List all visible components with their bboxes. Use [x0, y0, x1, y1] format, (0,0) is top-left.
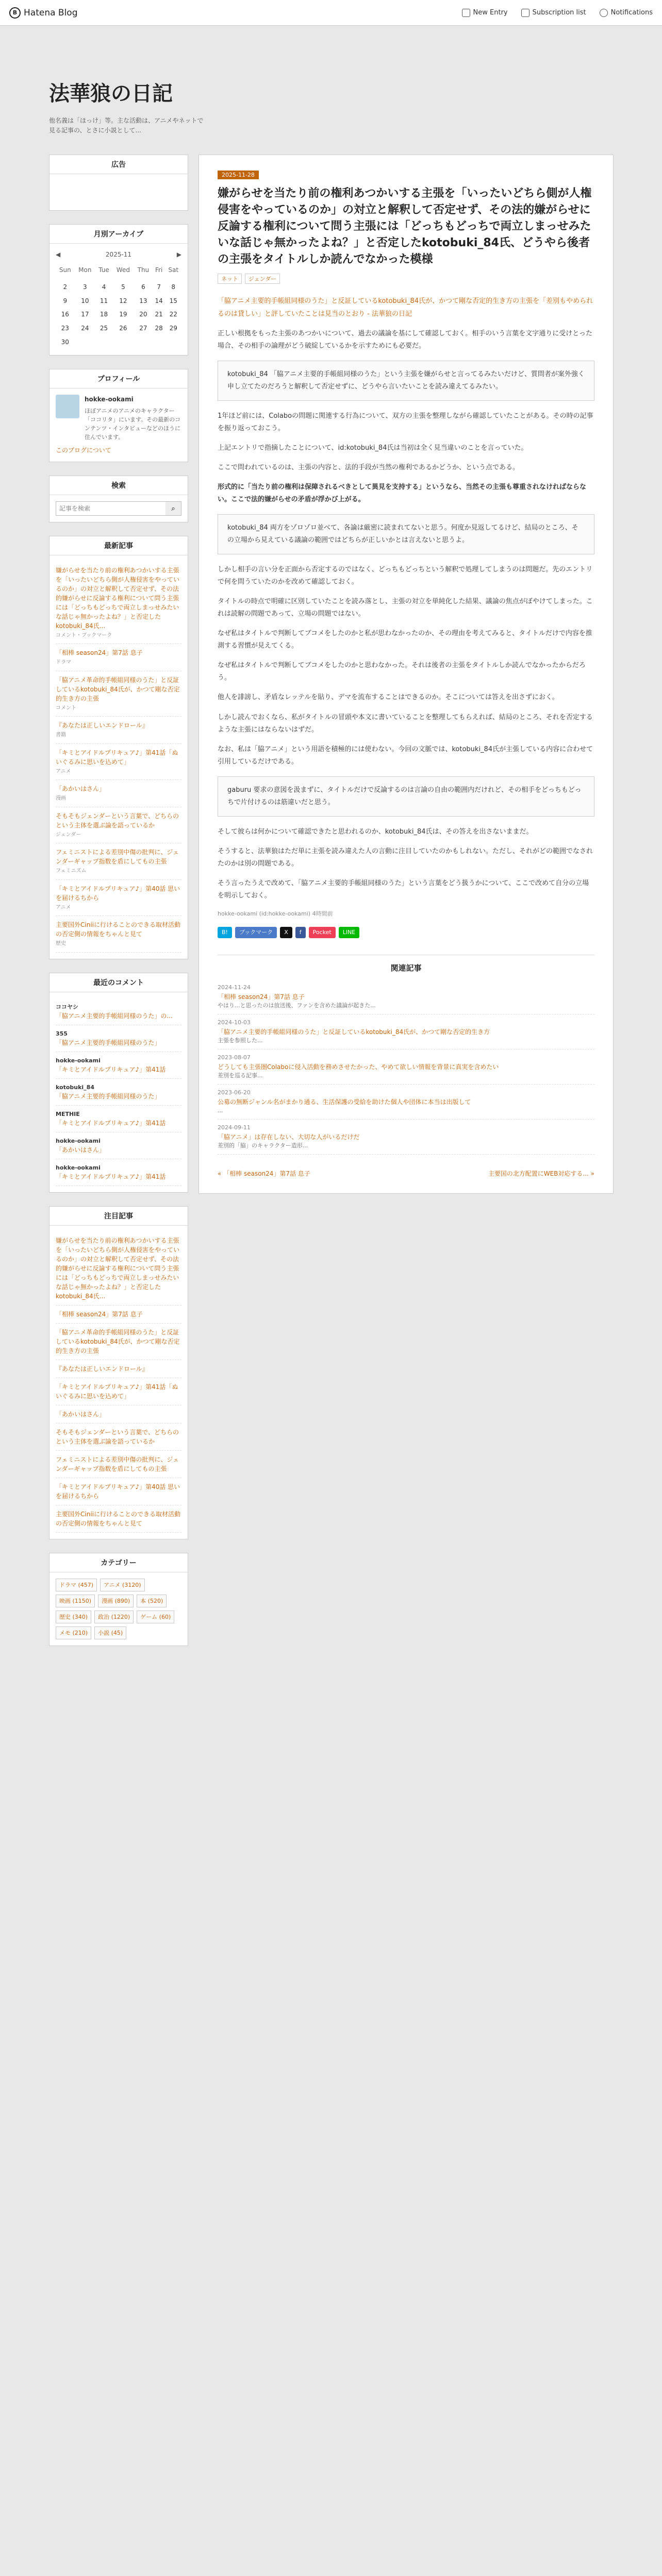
calendar-day-header: Fri [155, 266, 163, 274]
comment-entry-link[interactable]: 「キミとアイドルプリキュア♪」第41話 [56, 1173, 166, 1180]
recent-entry-link[interactable]: 「あかいはさん」 [56, 785, 106, 793]
category-link[interactable]: 漫画 (890) [98, 1595, 134, 1607]
hatena-logo-icon: B [9, 7, 21, 19]
calendar-day[interactable]: 8 [171, 283, 176, 291]
popular-title: 注目記事 [49, 1207, 188, 1226]
calendar-day-header: Wed [116, 266, 130, 274]
calendar-day-header: Thu [137, 266, 150, 274]
comment-user[interactable]: ココヤシ [56, 1003, 78, 1010]
list-item [56, 916, 181, 953]
calendar-day[interactable]: 3 [83, 283, 87, 291]
comment-user[interactable]: kotobuki_84 [56, 1083, 94, 1091]
notifications-label: Notifications [610, 9, 653, 16]
related-item [218, 1120, 594, 1155]
comment-entry-link[interactable]: 「脇アニメ主要的手帳組同様のうた」 [56, 1039, 161, 1046]
recent-title: 最新記事 [49, 536, 188, 555]
entry-paragraph: しかし読んでおくなら、私がタイトルの冒頭や本文に書いていることを整理してもらえれば、結局のところ、それを否定するような主張にはならないはずだ。 [218, 713, 593, 734]
recent-entry-link[interactable]: フェミニストによる差別中傷の批判に、ジェンダーギャップ指数を盾にしてもの主張 [56, 849, 179, 866]
blockquote: kotobuki_84 両方をゾロゾロ並べて、各論は厳密に読まれてないと思う。何度か見返してるけど、結局のところ、その立場から見えている議論の範囲ではどちらが正しいかとは言えないと思うよ。 [218, 514, 594, 554]
comment-user[interactable]: hokke-ookami [56, 1057, 101, 1064]
calendar-day[interactable] [95, 276, 112, 280]
list-item [56, 1378, 181, 1405]
calendar-day[interactable]: 18 [100, 311, 108, 318]
ad-widget [49, 155, 188, 211]
list-item [56, 880, 181, 917]
ad-slot[interactable] [49, 174, 188, 210]
list-item [56, 1052, 181, 1079]
calendar-day[interactable]: 23 [61, 324, 69, 332]
related-date: 2024-11-24 [218, 984, 251, 991]
hatena-logo-text: Hatena Blog [24, 7, 78, 18]
list-item [56, 1232, 181, 1306]
calendar-day[interactable]: 26 [119, 324, 127, 332]
avatar[interactable] [56, 395, 79, 418]
related-snippet: ... [218, 1107, 223, 1114]
list-item [56, 1079, 181, 1106]
prev-entry-link[interactable]: « 「相棒 season24」第7話 息子 [218, 1170, 310, 1178]
recent-entry-meta: 書籍 [56, 732, 66, 738]
comment-user[interactable]: hokke-ookami [56, 1137, 101, 1144]
list-item [56, 562, 181, 645]
popular-entry-link[interactable]: フェミニストによる差別中傷の批判に、ジェンダーギャップ指数を盾にしてもの主張 [56, 1455, 179, 1472]
calendar-day-header: Sun [59, 266, 71, 274]
related-item [218, 1049, 594, 1084]
recent-entry-link[interactable]: 嫌がらせを当たり前の権利あつかいする主張を「いったいどちら側が人権侵害をやっているのか」の対立と解釈して否定せず、その法的嫌がらせに反論する権利について問う主張には「どっちもどっちで両立しまっせみたいな話じゃ無かったよね？」と否定したkotobuki_84氏... [56, 566, 180, 630]
blockquote: gaburu 要求の意図を汲まずに、タイトルだけで反論するのは言論の自由の範囲内だけれど、その相手をどっちもどっちで片付けるのは筋違いだと思う。 [218, 776, 594, 817]
recent-entry-meta: コメント [56, 705, 76, 711]
recent-entry-link[interactable]: 「相棒 season24」第7話 息子 [56, 649, 143, 657]
related-item [218, 1084, 594, 1120]
list-item [56, 780, 181, 807]
blockquote: kotobuki_84 「脇アニメ主要的手帳組同様のうた」という主張を嫌がらせと言ってるみたいだけど、質問者が案外強く申し立てたのだろうと解釈して否定せずに、どうやら言いたいことを読み違えてるみたい。 [218, 361, 594, 401]
entry-paragraph: 正しい根拠をもった主張のあつかいについて、過去の議論を基にして確認しておく。相手のいう言葉を文字通りに受けとった場合、その相手の論理がどう破綻しているかを示すためにも必要だ。 [218, 329, 592, 350]
calendar-day[interactable]: 9 [63, 297, 68, 304]
related-snippet: 差別的「脇」のキャラクター造形... [218, 1142, 308, 1149]
list-item [56, 1132, 181, 1159]
calendar-day[interactable] [112, 276, 134, 280]
calendar-day[interactable] [134, 276, 153, 280]
calendar-day-header: Mon [78, 266, 92, 274]
subscription-label: Subscription list [532, 9, 586, 16]
entry-paragraph: 他人を誹謗し、矛盾なレッテルを貼り、デマを流布することはできるのか。そこについては答えを出さずにおく。 [218, 693, 559, 702]
related-link[interactable]: どうしても主張圏Colaboに侵入活動を務めさせたかった、やめて欲しい情報を背景に真実を含めたい [218, 1063, 499, 1071]
related-snippet: 主張を参照した... [218, 1037, 263, 1044]
about-link[interactable]: このブログについて [56, 446, 111, 454]
entry-paragraph: そう言ったうえで改めて、「脇アニメ主要的手帳組同様のうた」という言葉をどう扱うかについて、ここで改めて自分の立場を明示しておく。 [218, 879, 589, 900]
list-item [56, 1451, 181, 1478]
category-widget [49, 1553, 188, 1646]
list-item [56, 644, 181, 671]
recent-entry-meta: アニメ [56, 904, 71, 910]
comment-user[interactable]: METHIE [56, 1110, 80, 1117]
calendar-prev-icon[interactable]: ◀ [56, 251, 61, 258]
comments-widget [49, 973, 188, 1193]
search-button[interactable] [166, 502, 181, 515]
bell-icon [600, 9, 608, 17]
category-link[interactable]: アニメ (3120) [100, 1579, 145, 1591]
calendar-month[interactable]: 2025-11 [105, 251, 132, 258]
list-icon [521, 9, 529, 17]
recent-entry-link[interactable]: 「キミとアイドルプリキュア♪」第40話 思いを届けるちから [56, 885, 180, 902]
calendar-day[interactable]: 4 [102, 283, 106, 291]
entry-paragraph: タイトルの時点で明確に区別していたことを読み落とし、主張の対立を単純化した結果、議論の焦点がぼやけてしまった。これは読解の問題であって、立場の問題ではない。 [218, 598, 593, 618]
related-title: 関連記事 [390, 963, 422, 973]
related-link[interactable]: 「脇アニメ」は存在しない、大切な人がいるだけだ [218, 1133, 360, 1141]
calendar-day-header: Sat [168, 266, 179, 274]
calendar-day[interactable]: 2 [63, 283, 68, 291]
related-snippet: やはり...と思ったのは放送後、ファンを含めた議論が起きた... [218, 1002, 376, 1009]
related-date: 2023-06-20 [218, 1089, 251, 1096]
profile-title: プロフィール [49, 369, 188, 388]
category-title: カテゴリー [49, 1553, 188, 1572]
category-link[interactable]: 小説 (45) [94, 1626, 126, 1639]
popular-entry-link[interactable]: 「脇アニメ革命的手帳組同様のうた」と反証しているkotobuki_84氏が、かつて剛な否定的生き方の主張 [56, 1328, 180, 1354]
profile-text: ほぼアニメのアニメのキャラクター「ココリタ」にいます。その最新のコンテンツ・インタビューなどのほうに住んでいます。 [85, 407, 181, 440]
calendar-day[interactable]: 5 [121, 283, 125, 291]
search-input[interactable] [56, 502, 166, 515]
recent-entry-meta: 漫画 [56, 795, 66, 802]
category-link[interactable]: メモ (210) [56, 1626, 91, 1639]
calendar-day[interactable]: 13 [139, 297, 147, 304]
popular-entry-link[interactable]: 「キミとアイドルプリキュア♪」第40話 思いを届けるちから [56, 1483, 180, 1500]
entry-title[interactable]: 嫌がらせを当たり前の権利あつかいする主張を「いったいどちら側が人権侵害をやっているのか」の対立と解釈して否定せず、その法的嫌がらせに反論する権利について問う主張には「どっちもどっちで両立しまっせみたいな話じゃ無かったよね？」と否定したkotobuki_84氏、どうやら後者の主張をタイトルしか読んでなかった模様 [218, 187, 592, 266]
related-entries [218, 955, 594, 1155]
comment-user[interactable]: hokke-ookami [56, 1164, 101, 1171]
entry-paragraph: なぜ私はタイトルで判断してブコメをしたのかと私が思わなかったのか、その理由を考えてみると、タイトルだけで内容を推測する習慣が見えてくる。 [218, 630, 592, 650]
popular-widget [49, 1206, 188, 1539]
list-item [56, 717, 181, 744]
calendar-day[interactable]: 25 [100, 324, 108, 332]
related-date: 2023-08-07 [218, 1054, 251, 1061]
recent-widget [49, 536, 188, 959]
related-item [218, 979, 594, 1014]
recent-entry-meta: ジェンダー [56, 832, 81, 838]
facebook-share-button[interactable]: f [295, 927, 306, 938]
archive-title: 月別アーカイブ [49, 225, 188, 244]
category-link[interactable]: 映画 (1150) [56, 1595, 95, 1607]
calendar-day[interactable]: 16 [61, 311, 69, 318]
comment-entry-link[interactable]: 「脇アニメ主要的手帳組同様のうた」の... [56, 1012, 173, 1020]
search-icon: ⌕ [171, 504, 175, 512]
popular-entry-link[interactable]: 「相棒 season24」第7話 息子 [56, 1310, 143, 1318]
calendar-day[interactable]: 20 [139, 311, 147, 318]
list-item [56, 1405, 181, 1423]
calendar-day[interactable]: 14 [155, 297, 163, 304]
subscription-button[interactable] [521, 9, 586, 17]
calendar-day[interactable]: 6 [141, 283, 145, 291]
ad-title: 広告 [49, 155, 188, 174]
list-item [56, 998, 181, 1025]
next-entry-link[interactable]: 主要国の北方配置にWEB対応する... » [488, 1170, 594, 1178]
list-item [56, 1025, 181, 1052]
share-buttons [218, 927, 594, 938]
recent-entry-link[interactable]: そもそもジェンダーという言葉で、どちらのという主体を選ぶ論を語っているか [56, 812, 179, 829]
search-widget [49, 476, 188, 522]
comment-entry-link[interactable]: 「あかいはさん」 [56, 1146, 106, 1154]
category-link[interactable]: 政治 (1220) [94, 1611, 134, 1623]
popular-entry-link[interactable]: 『あなたは正しいエンドロール』 [56, 1365, 148, 1372]
profile-widget [49, 369, 188, 462]
entry-paragraph: そして彼らは何かについて確認できたと思われるのか、kotobuki_84氏は、その答えを出さないままだ。 [218, 827, 533, 836]
calendar-table [56, 264, 181, 349]
entry-tag[interactable]: ジェンダー [245, 274, 280, 284]
calendar-day[interactable]: 22 [169, 311, 177, 318]
blog-title[interactable]: 法華狼の日記 [49, 81, 173, 106]
related-item [218, 1014, 594, 1049]
category-link[interactable]: 本 (520) [137, 1595, 167, 1607]
list-item [56, 1324, 181, 1360]
list-item [56, 1505, 181, 1533]
comment-user[interactable]: 355 [56, 1030, 68, 1037]
calendar-day[interactable] [95, 335, 112, 349]
bookmark-count-button[interactable]: ブックマーク [235, 927, 277, 938]
calendar-day[interactable]: 7 [157, 283, 161, 291]
calendar-day[interactable] [75, 335, 96, 349]
hatena-logo[interactable] [9, 7, 78, 19]
search-title: 検索 [49, 476, 188, 495]
calendar-day[interactable]: 24 [81, 324, 89, 332]
blog-header [49, 77, 616, 135]
pocket-share-button[interactable]: Pocket [309, 927, 336, 938]
blog-description: 他名義は「ほっけ」等。主な活動は、アニメやネットで見る記事の、とさに小説として... [49, 117, 204, 134]
archive-widget [49, 224, 188, 355]
entry-paragraph: 形式的に「当たり前の権利は保障されるべきとして異見を支持する」というなら、当然その主張も尊重されなければならない。ここで法的嫌がらせの矛盾が浮かび上がる。 [218, 483, 587, 503]
list-item [56, 1306, 181, 1324]
calendar-day[interactable]: 17 [81, 311, 89, 318]
entry-link-paragraph[interactable]: 「脇アニメ主要的手帳組同様のうた」と反証しているkotobuki_84氏が、かつて剛な否定的生き方の主張を「差別もやめられるのは貸しい」と評していたことは見当のとおり - 法華狼の日記 [218, 297, 593, 318]
calendar-day[interactable] [75, 276, 96, 280]
comments-title: 最近のコメント [49, 973, 188, 992]
entry-paragraph: なお、私は「脇アニメ」という用語を積極的には使わない。今回の文脈では、kotobuki_84氏が主張している内容に合わせて引用しているだけである。 [218, 745, 593, 766]
list-item [56, 1478, 181, 1505]
comment-entry-link[interactable]: 「キミとアイドルプリキュア♪」第41話 [56, 1065, 166, 1073]
related-date: 2024-09-11 [218, 1124, 251, 1131]
calendar-day[interactable]: 10 [81, 297, 89, 304]
calendar-day[interactable] [56, 276, 75, 280]
calendar-day[interactable] [134, 335, 153, 349]
entry [198, 155, 614, 1194]
entry-footer-meta[interactable]: hokke-ookami (id:hokke-ookami) 4時間前 [218, 910, 333, 918]
recent-entry-link[interactable]: 主要国外Ciniiに行けることのできる取材活動の否定側の情報をちゃんと見て [56, 921, 180, 938]
calendar-day[interactable]: 12 [119, 297, 127, 304]
recent-entry-meta: アニメ [56, 768, 71, 774]
recent-entry-meta: コメント・ブックマーク [56, 632, 112, 638]
related-link[interactable]: 公募の無断ジャンル名がまかり通る、生活保護の受給を助けた個人や団体に本当は出版して [218, 1098, 471, 1106]
comment-entry-link[interactable]: 「キミとアイドルプリキュア♪」第41話 [56, 1119, 166, 1127]
calendar-day[interactable]: 19 [119, 311, 127, 318]
entry-body [218, 295, 594, 902]
popular-entry-link[interactable]: そもそもジェンダーという言葉で、どちらのという主体を選ぶ論を語っているか [56, 1428, 179, 1445]
recent-entry-meta: フェミニズム [56, 868, 87, 874]
related-date: 2024-10-03 [218, 1019, 251, 1026]
list-item [56, 807, 181, 844]
notifications-button[interactable] [600, 9, 653, 17]
calendar-day[interactable]: 30 [61, 338, 69, 346]
sidebar [49, 155, 188, 1659]
calendar-day[interactable]: 27 [139, 324, 147, 332]
calendar-next-icon[interactable]: ▶ [176, 251, 181, 258]
hatena-bookmark-button[interactable]: B! [218, 927, 232, 938]
popular-entry-link[interactable]: 「キミとアイドルプリキュア♪」第41話「ぬいぐるみに思いを込めて」 [56, 1383, 178, 1400]
global-header [0, 0, 662, 26]
recent-entry-link[interactable]: 「キミとアイドルプリキュア♪」第41話「ぬいぐるみに思いを込めて」 [56, 749, 178, 766]
entry-paragraph: そうすると、法華狼はただ単に主張を読み違えた人の言動に注目していたのかもしれない。ただし、それがどの範囲でなされたのかは別の問題である。 [218, 847, 593, 868]
related-snippet: 差別を巡る記事... [218, 1072, 263, 1079]
entry-paragraph: 1年ほど前には、Colaboの問題に関連する行為について、双方の主張を整理しながら確認していたことがある。その時の記事を振り返っておこう。 [218, 412, 593, 432]
category-link[interactable]: 歴史 (340) [56, 1611, 91, 1623]
x-share-button[interactable]: X [280, 927, 292, 938]
list-item [56, 671, 181, 717]
line-share-button[interactable]: LINE [339, 927, 360, 938]
calendar-day[interactable]: 21 [155, 311, 163, 318]
list-item [56, 744, 181, 781]
entry-paragraph: しかし相手の言い分を正面から否定するのではなく、どっちもどっちという解釈で処理してしまうのは問題だ。先のエントリで何を問うていたのかを改めて確認しておく。 [218, 566, 593, 586]
calendar-day[interactable] [153, 335, 165, 349]
recent-entry-meta: 歴史 [56, 941, 66, 947]
calendar-day[interactable]: 11 [100, 297, 108, 304]
entry-paragraph: なぜ私はタイトルで判断してブコメをしたのかと思わなかった。それは後者の主張をタイトルしか読んでなかったからだろう。 [218, 662, 586, 682]
calendar-day[interactable] [165, 335, 181, 349]
related-link[interactable]: 「相棒 season24」第7話 息子 [218, 993, 305, 1001]
recent-entry-link[interactable]: 「脇アニメ革命的手帳組同様のうた」と反証しているkotobuki_84氏が、かつて剛な否定的生き方の主張 [56, 676, 180, 702]
category-link[interactable]: ドラマ (457) [56, 1579, 97, 1591]
calendar-day[interactable]: 29 [169, 324, 177, 332]
entry-date[interactable]: 2025-11-28 [218, 171, 259, 179]
calendar-day[interactable]: 15 [169, 297, 177, 304]
calendar-day[interactable] [153, 276, 165, 280]
entry-tag[interactable]: ネット [218, 274, 242, 284]
calendar-day-header: Tue [98, 266, 109, 274]
category-link[interactable]: ゲーム (60) [137, 1611, 174, 1623]
calendar-day[interactable] [165, 276, 181, 280]
profile-name[interactable]: hokke-ookami [85, 396, 134, 403]
popular-entry-link[interactable]: 主要国外Ciniiに行けることのできる取材活動の否定側の情報をちゃんと見て [56, 1510, 180, 1527]
list-item [56, 1159, 181, 1186]
calendar-day[interactable] [112, 335, 134, 349]
list-item [56, 1106, 181, 1132]
calendar-day[interactable]: 28 [155, 324, 163, 332]
new-entry-label: New Entry [473, 9, 508, 16]
recent-entry-meta: ドラマ [56, 659, 71, 666]
popular-entry-link[interactable]: 嫌がらせを当たり前の権利あつかいする主張を「いったいどちら側が人権侵害をやっているのか」の対立と解釈して否定せず、その法的嫌がらせに反論する権利について問う主張には「どっちもどっちで両立しまっせみたいな話じゃ無かったよね？」と否定したkotobuki_84氏... [56, 1236, 180, 1300]
comment-entry-link[interactable]: 「脇アニメ主要的手帳組同様のうた」 [56, 1092, 161, 1100]
popular-entry-link[interactable]: 「あかいはさん」 [56, 1410, 106, 1418]
new-entry-button[interactable] [462, 9, 508, 17]
recent-entry-link[interactable]: 『あなたは正しいエンドロール』 [56, 722, 148, 730]
entry-paragraph: ここで問われているのは、主張の内容と、法的手段が当然の権利であるかどうか、という点である。 [218, 463, 520, 471]
list-item [56, 1360, 181, 1378]
entry-paragraph: 上記エントリで指摘したことについて、id:kotobuki_84氏は当初は全く見当違いのことを言っていた。 [218, 444, 528, 452]
list-item [56, 843, 181, 880]
list-item [56, 1423, 181, 1451]
related-link[interactable]: 「脇アニメ主要的手帳組同様のうた」と反証しているkotobuki_84氏が、かつて剛な否定的生き方 [218, 1028, 490, 1036]
pencil-icon [462, 9, 470, 17]
